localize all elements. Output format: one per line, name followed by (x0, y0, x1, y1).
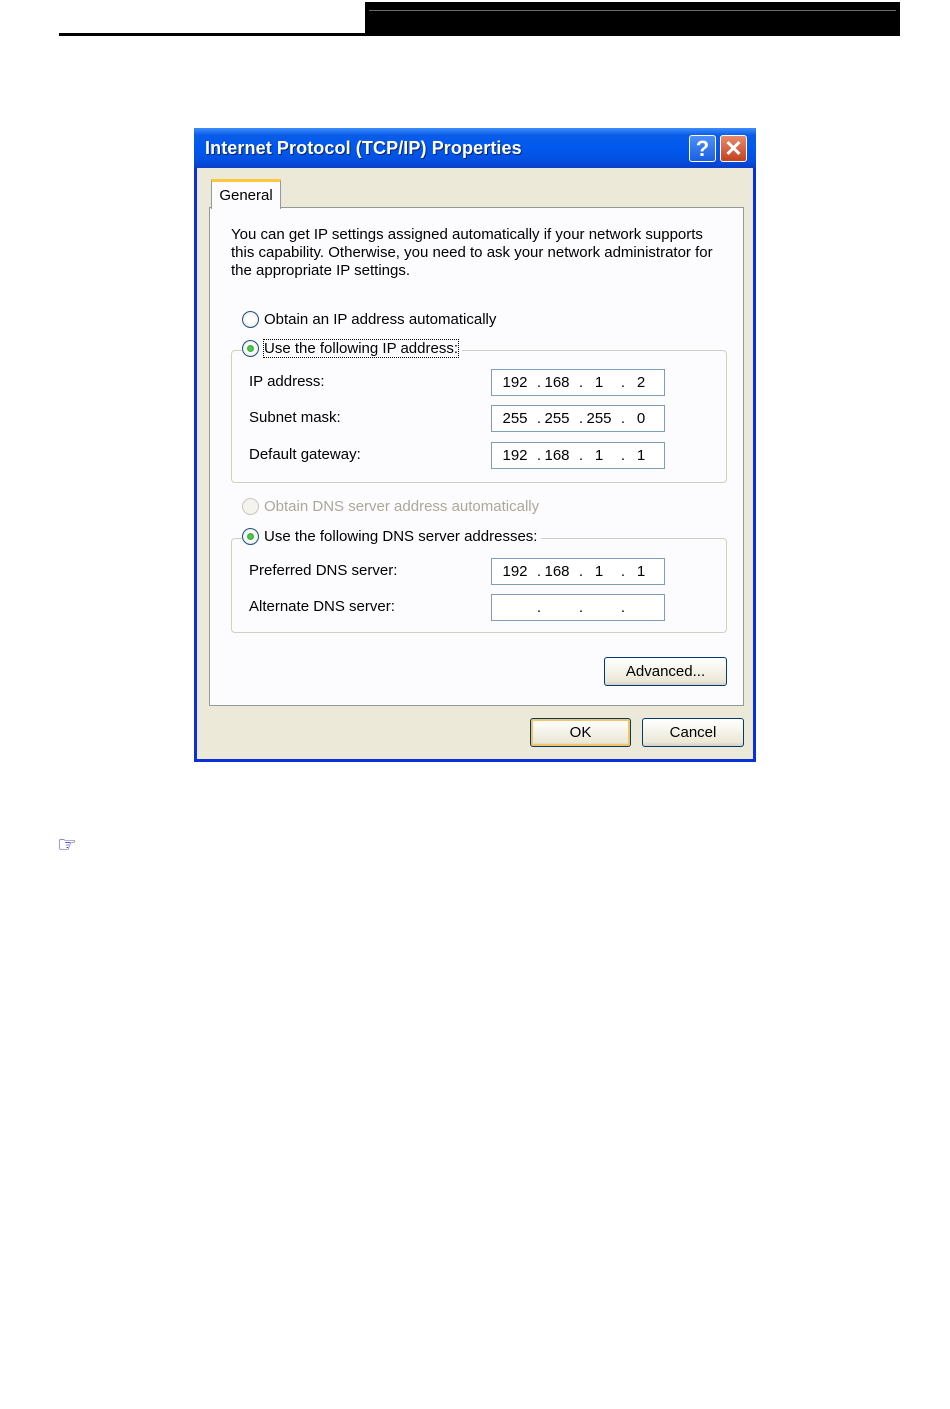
octet: 1 (594, 374, 604, 391)
octet: 192 (502, 563, 528, 580)
title-bar[interactable] (194, 128, 756, 168)
radio-button-icon (242, 498, 259, 515)
radio-label: Use the following IP address: (264, 340, 458, 357)
description-text: You can get IP settings assigned automatically if your network supports this capability. Otherwise, you need to ask your network administrator for the appropriate IP settings. (231, 226, 713, 279)
octet: 168 (544, 374, 570, 391)
octet-separator: . (578, 410, 584, 427)
page-header-bar (365, 2, 900, 36)
octet-separator: . (536, 599, 542, 616)
octet-separator: . (536, 563, 542, 580)
octet: 0 (636, 410, 646, 427)
page-header-rule (59, 33, 365, 36)
radio-label: Obtain an IP address automatically (264, 311, 497, 328)
octet-separator: . (620, 410, 626, 427)
dns-server-group (231, 538, 727, 633)
octet-separator: . (620, 447, 626, 464)
close-icon[interactable]: ✕ (720, 135, 747, 162)
radio-obtain-ip-auto[interactable] (242, 311, 496, 328)
octet-separator: . (536, 410, 542, 427)
octet: 255 (502, 410, 528, 427)
default-gateway-label: Default gateway: (249, 446, 361, 463)
octet-separator: . (620, 599, 626, 616)
tab-general[interactable]: General (211, 179, 281, 209)
octet: 255 (544, 410, 570, 427)
octet-separator: . (536, 447, 542, 464)
ok-button[interactable]: OK (530, 718, 631, 747)
octet: 1 (636, 563, 646, 580)
subnet-mask-input[interactable] (491, 405, 665, 432)
alternate-dns-input[interactable] (491, 594, 665, 621)
octet-separator: . (578, 599, 584, 616)
radio-use-following-dns[interactable] (242, 528, 541, 545)
octet: 192 (502, 374, 528, 391)
octet-separator: . (536, 374, 542, 391)
preferred-dns-input[interactable] (491, 558, 665, 585)
octet: 1 (594, 563, 604, 580)
ip-address-group (231, 350, 727, 483)
cancel-button[interactable]: Cancel (642, 718, 744, 747)
subnet-mask-label: Subnet mask: (249, 409, 341, 426)
tcpip-properties-dialog (194, 128, 756, 762)
alternate-dns-label: Alternate DNS server: (249, 598, 395, 615)
default-gateway-input[interactable] (491, 442, 665, 469)
pointing-hand-icon: ☞ (57, 832, 77, 857)
octet: 255 (586, 410, 612, 427)
octet: 192 (502, 447, 528, 464)
octet-separator: . (620, 563, 626, 580)
octet: 2 (636, 374, 646, 391)
advanced-button[interactable]: Advanced... (604, 657, 727, 686)
radio-label: Obtain DNS server address automatically (264, 498, 540, 515)
radio-use-following-ip[interactable] (242, 340, 462, 357)
radio-obtain-dns-auto[interactable] (242, 498, 539, 515)
radio-button-icon (242, 311, 259, 328)
octet: 168 (544, 563, 570, 580)
octet-separator: . (578, 563, 584, 580)
octet: 168 (544, 447, 570, 464)
radio-label: Use the following DNS server addresses: (264, 528, 538, 545)
preferred-dns-label: Preferred DNS server: (249, 562, 398, 579)
octet-separator: . (578, 447, 584, 464)
radio-button-selected-icon (242, 340, 259, 357)
help-icon[interactable]: ? (689, 135, 716, 162)
octet-separator: . (620, 374, 626, 391)
octet: 1 (636, 447, 646, 464)
radio-button-selected-icon (242, 528, 259, 545)
ip-address-label: IP address: (249, 373, 325, 390)
octet-separator: . (578, 374, 584, 391)
octet: 1 (594, 447, 604, 464)
window-title: Internet Protocol (TCP/IP) Properties (205, 138, 522, 158)
ip-address-input[interactable] (491, 369, 665, 396)
general-tab-panel (209, 207, 744, 706)
